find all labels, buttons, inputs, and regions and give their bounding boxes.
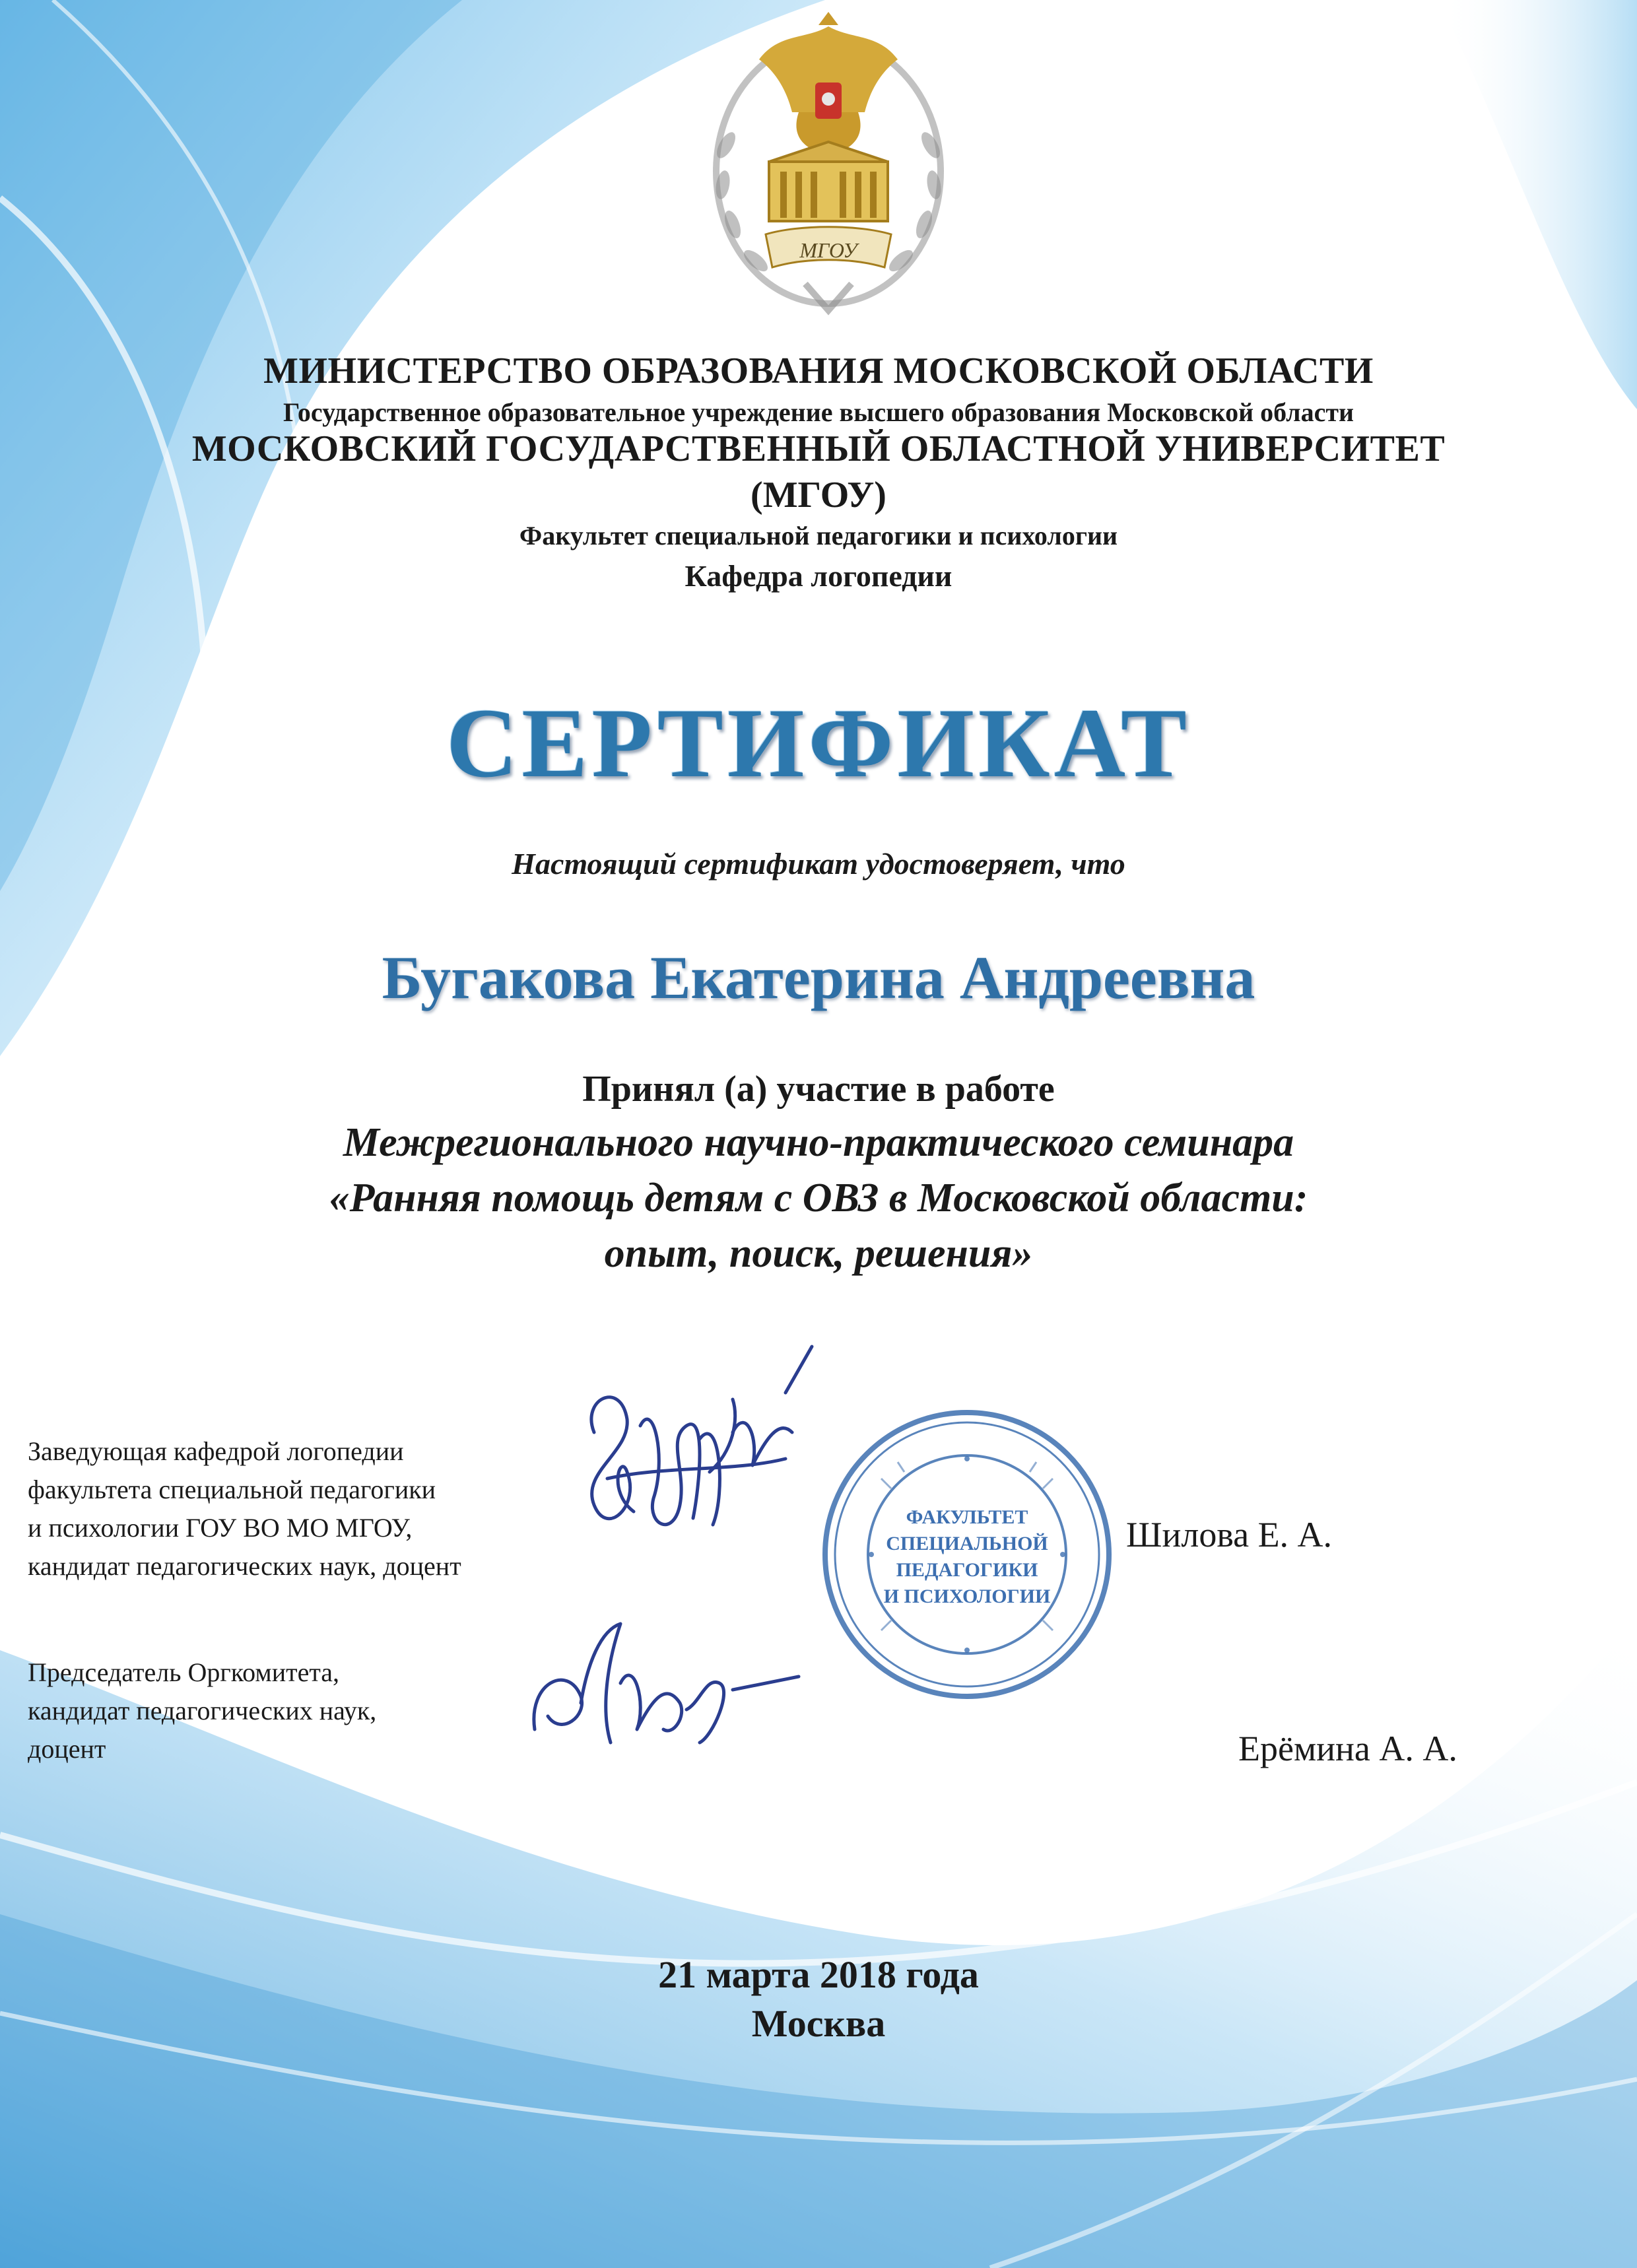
- certificate-title: СЕРТИФИКАТ: [446, 688, 1191, 798]
- stamp-text-line: СПЕЦИАЛЬНОЙ: [886, 1533, 1048, 1554]
- signatory-2-name: Ерёмина А. А.: [1238, 1729, 1457, 1768]
- certificate-intro: Настоящий сертификат удостоверяет, что: [512, 847, 1125, 881]
- institution-type: Государственное образовательное учреждение высшего образования Московской области: [283, 397, 1354, 427]
- signatory-1-line: кандидат педагогических наук, доцент: [28, 1551, 461, 1581]
- signatory-2-line: Председатель Оргкомитета,: [28, 1657, 340, 1687]
- signatory-2-line: кандидат педагогических наук,: [28, 1696, 377, 1725]
- signatory-1-line: Заведующая кафедрой логопедии: [28, 1436, 404, 1466]
- faculty-stamp-icon: [818, 1406, 1116, 1703]
- stamp-text-line: ФАКУЛЬТЕТ: [906, 1506, 1028, 1528]
- emblem-label: МГОУ: [799, 238, 857, 262]
- issue-date: 21 марта 2018 года: [658, 1953, 979, 1996]
- event-line-2: «Ранняя помощь детям с ОВЗ в Московской области:: [329, 1176, 1308, 1220]
- ministry-heading: МИНИСТЕРСТВО ОБРАЗОВАНИЯ МОСКОВСКОЙ ОБЛАСТИ: [263, 350, 1374, 391]
- faculty-name: Факультет специальной педагогики и психологии: [519, 521, 1118, 550]
- event-line-3: опыт, поиск, решения»: [604, 1231, 1033, 1276]
- department-name: Кафедра логопедии: [685, 559, 952, 593]
- issue-city: Москва: [751, 2002, 886, 2045]
- university-seal-icon: [700, 7, 957, 323]
- signature-2-icon: [521, 1604, 812, 1756]
- signatory-1-name: Шилова Е. А.: [1126, 1515, 1333, 1554]
- recipient-name: Бугакова Екатерина Андреевна: [382, 944, 1255, 1011]
- signatory-1-position: [28, 1432, 461, 1585]
- signatory-1-line: факультета специальной педагогики: [28, 1475, 436, 1504]
- signature-1-icon: [568, 1340, 832, 1591]
- event-line-1: Межрегионального научно-практического семинара: [343, 1120, 1294, 1165]
- stamp-text-line: ПЕДАГОГИКИ: [896, 1559, 1038, 1581]
- participation-line: Принял (а) участие в работе: [582, 1069, 1055, 1110]
- signatory-2-line: доцент: [28, 1734, 106, 1764]
- university-name: МОСКОВСКИЙ ГОСУДАРСТВЕННЫЙ ОБЛАСТНОЙ УНИВЕРСИТЕТ: [191, 428, 1446, 469]
- university-abbreviation: (МГОУ): [751, 475, 886, 516]
- stamp-text-line: И ПСИХОЛОГИИ: [883, 1585, 1051, 1607]
- signatory-2-position: [28, 1653, 376, 1768]
- signatory-1-line: и психологии ГОУ ВО МО МГОУ,: [28, 1513, 413, 1543]
